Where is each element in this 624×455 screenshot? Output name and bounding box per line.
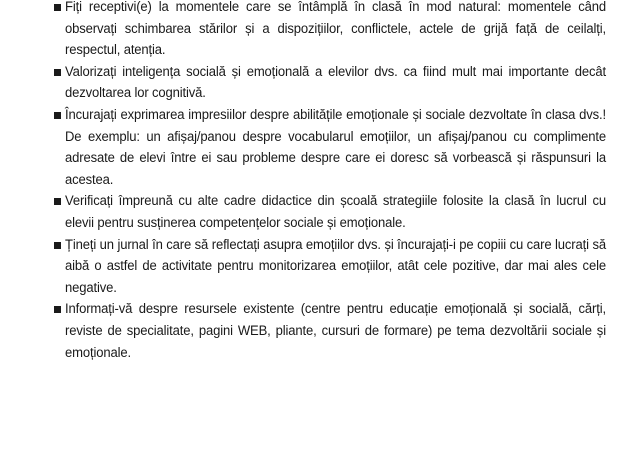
list-item — [54, 191, 608, 234]
square-bullet-icon — [54, 112, 61, 119]
square-bullet-icon — [54, 4, 61, 11]
list-item — [54, 105, 608, 191]
list-item — [54, 299, 608, 364]
square-bullet-icon — [54, 69, 61, 76]
list-item-text: Valorizați inteligența socială și emoțională a elevilor dvs. ca fiind mult mai importante decât dezvoltarea lor cognitivă. — [65, 63, 606, 102]
square-bullet-icon — [54, 306, 61, 313]
list-item-text: Informați-vă despre resursele existente (centre pentru educație emoțională și socială, cărți, reviste de specialitate, pagini WEB, pliante, cursuri de formare) pe tema dezvoltării sociale și emoționale. — [65, 301, 606, 361]
square-bullet-icon — [54, 198, 61, 205]
list-item-text: Încurajați exprimarea impresiilor despre abilitățile emoționale și sociale dezvoltate în clasa dvs.! De exemplu: un afișaj/panou despre vocabularul emoțiilor, un afișaj/panou cu complimente adresate de elevi între ei sau probleme despre care ei doresc să vorbească și răspunsuri la acestea. — [65, 106, 606, 188]
bullet-list — [54, 0, 608, 364]
list-item-text: Fiți receptivi(e) la momentele care se întâmplă în clasă în mod natural: momentele când observați schimbarea stărilor și a dispozițiilor, conflictele, actele de grijă față de ceilalți, respectul, atenția. — [65, 0, 606, 59]
square-bullet-icon — [54, 242, 61, 249]
list-item-text: Verificați împreună cu alte cadre didactice din școală strategiile folosite la clasă în lucrul cu elevii pentru susținerea competențelor sociale și emoționale. — [65, 193, 606, 231]
list-item — [54, 62, 608, 105]
list-item-text: Țineți un jurnal în care să reflectați asupra emoțiilor dvs. și încurajați-i pe copiii cu care lucrați să aibă o astfel de activitate pentru monitorizarea emoțiilor, atât cele pozitive, dar mai ales cele negative. — [65, 236, 606, 296]
list-item — [54, 235, 608, 300]
list-item — [54, 0, 608, 62]
